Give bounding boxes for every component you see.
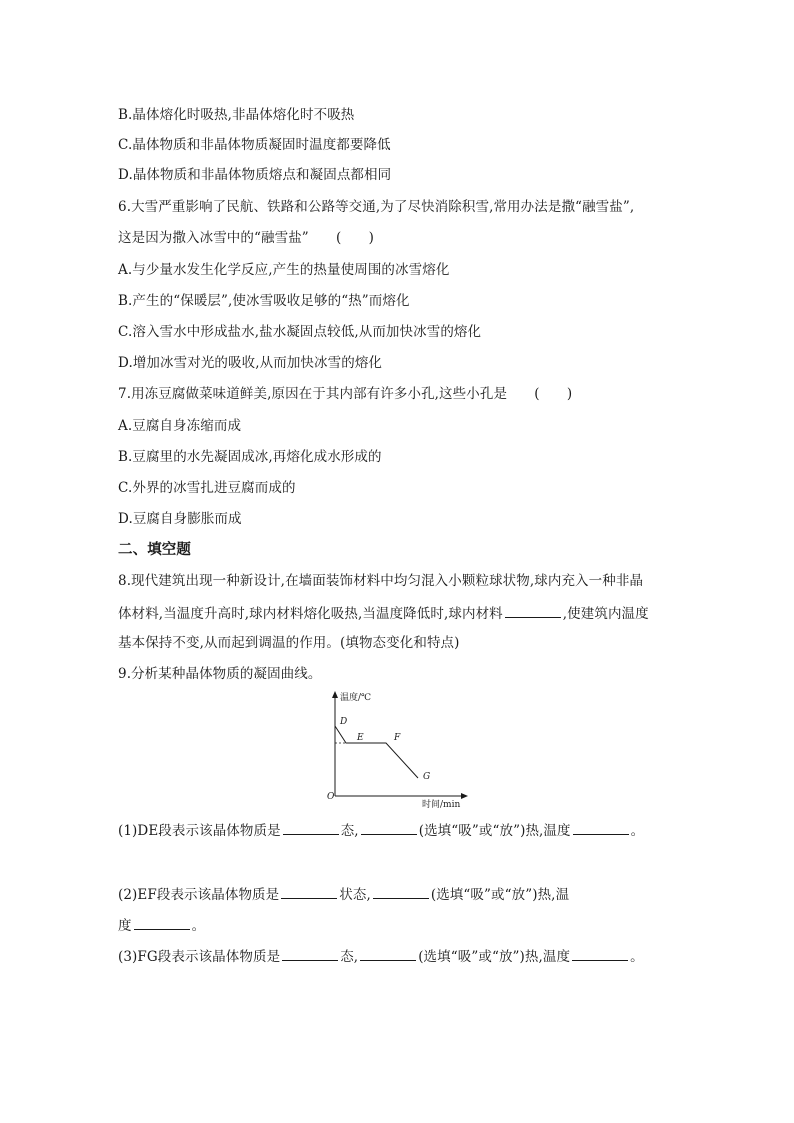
answer-blank[interactable]: [572, 946, 628, 961]
q8-text-b: ,使建筑内温度: [562, 606, 649, 622]
section-heading: 二、填空题: [118, 542, 191, 558]
answer-blank[interactable]: [283, 820, 339, 835]
x-axis-label: 时间/min: [422, 800, 461, 810]
point-label-e: E: [357, 733, 364, 743]
origin-label: O: [327, 792, 335, 802]
q9-p2-text-d: 度: [118, 918, 132, 934]
q9-p3-text-c: (选填“吸”或“放”)热,温度: [418, 949, 571, 965]
q7-option-a: A.豆腐自身冻缩而成: [118, 418, 242, 434]
line-b-option-q5: B.晶体熔化时吸热,非晶体熔化时不吸热: [118, 107, 355, 123]
q9-p1-text-c: (选填“吸”或“放”)热,温度: [418, 823, 571, 839]
line-c-option-q5: C.晶体物质和非晶体物质凝固时温度都要降低: [118, 137, 391, 153]
q9-p2-text-b: 状态,: [339, 887, 371, 903]
answer-blank[interactable]: [360, 946, 416, 961]
answer-blank[interactable]: [281, 884, 337, 899]
answer-blank[interactable]: [373, 884, 429, 899]
answer-blank[interactable]: [282, 946, 338, 961]
q9-part-1: [118, 820, 644, 840]
curve-line: [335, 726, 418, 778]
q9-p3-text-d: 。: [630, 949, 644, 965]
q6-option-a: A.与少量水发生化学反应,产生的热量使周围的冰雪熔化: [118, 262, 450, 278]
question-8-line-1: 8.现代建筑出现一种新设计,在墙面装饰材料中均匀混入小颗粒球状物,球内充入一种非晶: [118, 573, 644, 589]
q8-text-a: 体材料,当温度升高时,球内材料熔化吸热,当温度降低时,球内材料: [118, 606, 503, 622]
x-axis-arrow: [461, 793, 468, 799]
q9-part-2-line-2: [118, 915, 205, 935]
q7-option-d: D.豆腐自身膨胀而成: [118, 511, 242, 527]
point-label-d: D: [340, 717, 348, 727]
answer-blank[interactable]: [361, 820, 417, 835]
answer-blank[interactable]: [505, 603, 561, 618]
q9-p2-text-e: 。: [191, 918, 206, 934]
solidification-curve-svg: [320, 688, 470, 810]
y-axis-label: 温度/℃: [340, 693, 372, 703]
q7-option-c: C.外界的冰雪扎进豆腐而成的: [118, 480, 296, 496]
q9-p3-text-b: 态,: [340, 949, 359, 965]
q6-option-b: B.产生的“保暖层”,使冰雪吸收足够的“热”而熔化: [118, 293, 410, 309]
answer-blank[interactable]: [134, 915, 190, 930]
question-8-line-3: 基本保持不变,从而起到调温的作用。(填物态变化和特点): [118, 635, 460, 651]
q6-option-d: D.增加冰雪对光的吸收,从而加快冰雪的熔化: [118, 355, 383, 371]
question-8-line-2: [118, 603, 649, 623]
question-6-stem-1: 6.大雪严重影响了民航、铁路和公路等交通,为了尽快消除积雪,常用办法是撒“融雪盐”,: [118, 199, 635, 215]
q9-p1-text-d: 。: [630, 823, 645, 839]
answer-blank[interactable]: [573, 820, 629, 835]
q6-option-c: C.溶入雪水中形成盐水,盐水凝固点较低,从而加快冰雪的熔化: [118, 324, 482, 340]
q9-p2-text-c: (选填“吸”或“放”)热,温: [430, 887, 570, 903]
q9-p3-text-a: (3)FG段表示该晶体物质是: [118, 949, 281, 965]
line-d-option-q5: D.晶体物质和非晶体物质熔点和凝固点都相同: [118, 167, 392, 183]
y-axis-arrow: [332, 691, 338, 698]
q9-p2-text-a: (2)EF段表示该晶体物质是: [118, 887, 280, 903]
q9-p1-text-b: 态,: [340, 823, 359, 839]
q9-part-3: [118, 946, 644, 966]
point-label-f: F: [394, 733, 401, 743]
point-label-g: G: [423, 772, 431, 782]
question-6-stem-2: 这是因为撒入冰雪中的“融雪盐” ( ): [118, 230, 374, 246]
question-7-stem: 7.用冻豆腐做菜味道鲜美,原因在于其内部有许多小孔,这些小孔是 ( ): [118, 386, 573, 402]
question-9-intro: 9.分析某种晶体物质的凝固曲线。: [118, 666, 322, 682]
q9-part-2-line-1: [118, 884, 569, 904]
q9-p1-text-a: (1)DE段表示该晶体物质是: [118, 823, 281, 839]
solidification-curve-figure: [320, 688, 470, 810]
q7-option-b: B.豆腐里的水先凝固成冰,再熔化成水形成的: [118, 449, 382, 465]
